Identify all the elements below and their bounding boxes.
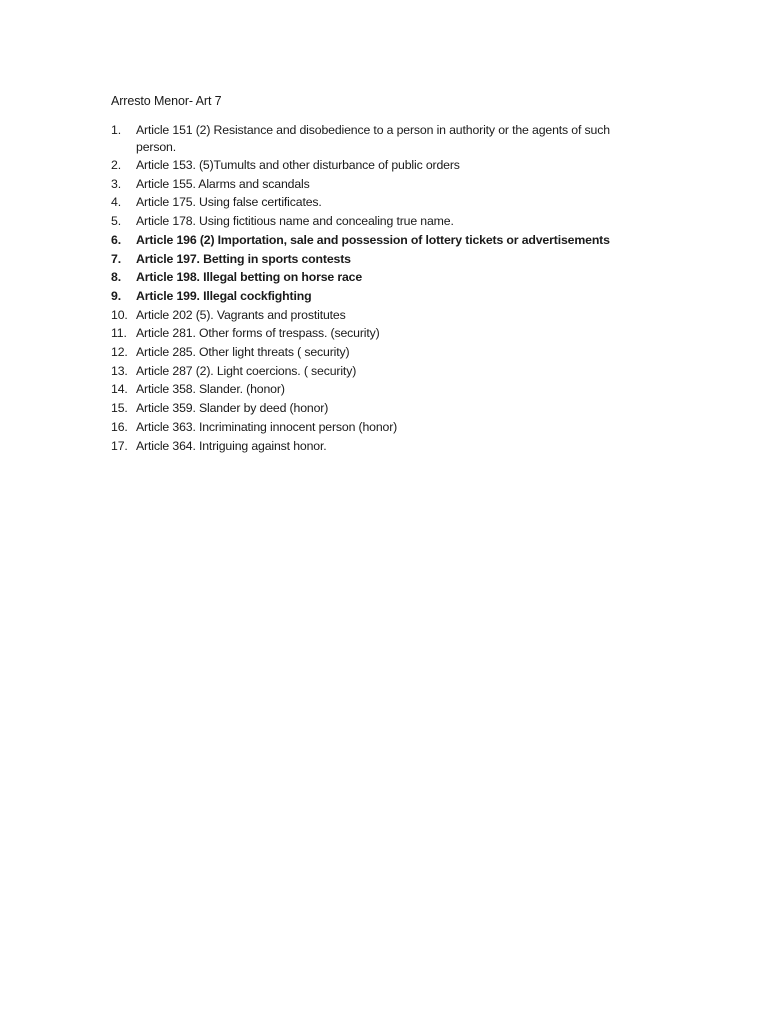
document-title: Arresto Menor- Art 7: [111, 94, 222, 108]
list-item-number: 15.: [111, 401, 128, 416]
list-item-text: Article 197. Betting in sports contests: [136, 251, 351, 266]
list-item: [111, 231, 651, 250]
list-item: [111, 212, 651, 231]
list-item-number: 14.: [111, 382, 128, 397]
list-item-text: Article 285. Other light threats ( security): [136, 345, 350, 360]
list-item: [111, 380, 651, 399]
list-item-number: 4.: [111, 195, 121, 210]
list-item: [111, 268, 651, 287]
list-item: [111, 156, 651, 175]
list-item: [111, 250, 651, 269]
list-item-number: 16.: [111, 419, 128, 434]
list-item-text: Article 358. Slander. (honor): [136, 382, 285, 397]
list-item-text: Article 281. Other forms of trespass. (security): [136, 326, 380, 341]
list-item-text: Article 198. Illegal betting on horse race: [136, 270, 363, 285]
list-item-text: Article 153. (5)Tumults and other disturbance of public orders: [136, 158, 460, 172]
list-item-text: Article 287 (2). Light coercions. ( security): [136, 363, 357, 378]
list-item: [111, 287, 651, 306]
list-item-number: 10.: [111, 307, 128, 322]
list-item-number: 17.: [111, 438, 128, 453]
list-item: [111, 437, 651, 456]
list-item: [111, 343, 651, 362]
list-item: [111, 324, 651, 343]
list-item: [111, 193, 651, 212]
list-item-text: Article 199. Illegal cockfighting: [136, 288, 312, 303]
list-item-text: Article 359. Slander by deed (honor): [136, 401, 329, 416]
list-item-text: Article 155. Alarms and scandals: [136, 176, 310, 191]
list-item-number: 3.: [111, 176, 121, 191]
list-item-text: Article 175. Using false certificates.: [136, 195, 322, 210]
list-item-number: 12.: [111, 345, 128, 360]
list-item-number: 6.: [111, 232, 121, 247]
list-item-text: Article 202 (5). Vagrants and prostitutes: [136, 307, 346, 322]
list-item-text: Article 151 (2) Resistance and disobedience to a person in authority or the agents of such person.: [136, 123, 610, 154]
list-item: [111, 306, 651, 325]
list-item-number: 5.: [111, 214, 121, 229]
article-list: [111, 122, 651, 455]
list-item-number: 8.: [111, 270, 121, 285]
list-item-number: 2.: [111, 158, 121, 172]
list-item: [111, 122, 651, 156]
list-item-number: 11.: [111, 326, 127, 341]
list-item-text: Article 178. Using fictitious name and concealing true name.: [136, 214, 454, 229]
list-item-number: 7.: [111, 251, 121, 266]
list-item: [111, 418, 651, 437]
list-item: [111, 399, 651, 418]
list-item-text: Article 196 (2) Importation, sale and possession of lottery tickets or advertisements: [136, 232, 610, 247]
list-item: [111, 175, 651, 194]
list-item: [111, 362, 651, 381]
list-item-number: 9.: [111, 288, 121, 303]
list-item-text: Article 364. Intriguing against honor.: [136, 438, 327, 453]
list-item-text: Article 363. Incriminating innocent person (honor): [136, 419, 398, 434]
list-item-number: 13.: [111, 363, 128, 378]
list-item-number: 1.: [111, 123, 121, 137]
